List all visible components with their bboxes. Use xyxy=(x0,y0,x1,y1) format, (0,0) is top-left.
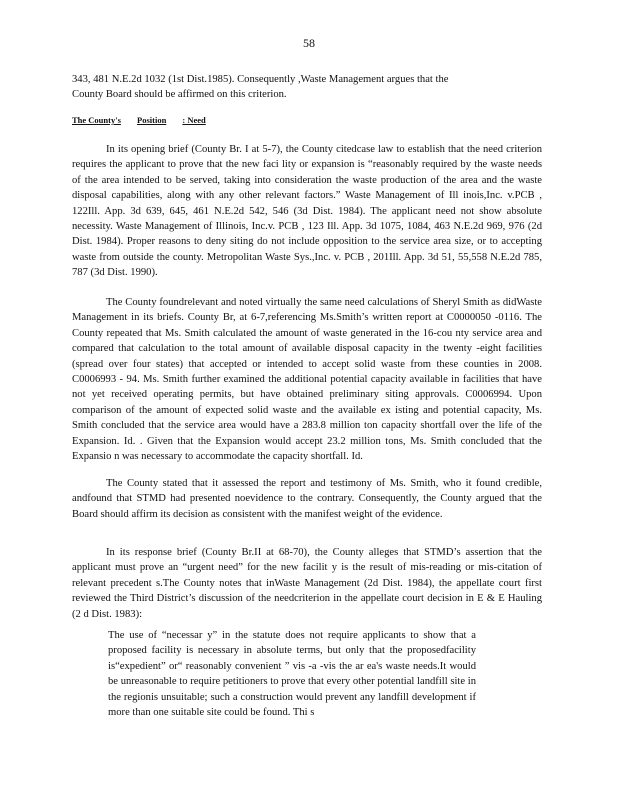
intro-line-2: County Board should be affirmed on this criterion. xyxy=(72,89,287,101)
paragraph-text: In its response brief (County Br.II at 68-70), the County alleges that STMD’s assertion that the applicant must prove an “urgent need” for the new facilit y is the result of mis-reading or mis-citation of relevant precedent s.The County notes that inWaste Management (2d Dist. 1984), the appellate court first reviewed the Third District’s discussion of the needcriterion in the appellate court decision in E & E Hauling (2 d Dist. 1983): xyxy=(72,547,542,620)
block-quote xyxy=(108,628,476,720)
paragraph-response-brief xyxy=(72,545,542,622)
paragraph-text: The County foundrelevant and noted virtually the same need calculations of Sheryl Smith as didWaste Management in its briefs. County Br, at 6-7,referencing Ms.Smith’s written report at C0000050 -0116. The County repeated that Ms. Smith calculated the amount of waste generated in the 16-cou nty service area and compared that calculation to the total amount of available disposal capacity in the twenty -eight facilities (spread over four states) that accepted or intended to accept solid waste from these counties in 2008. C0006993 - 94. Ms. Smith further examined the additional potential capacity available in facilities that have not yet received operating permits, but have obtained preliminary siting approvals. C0006994. Upon comparison of the amount of expected solid waste and the available ex isting and potential capacity, Ms. Smith concluded that the service area would have a 283.8 million ton capacity shortfall over the life of the Expansion. Id. . Given that the Expansion would accept 23.2 million tons, Ms. Smith concluded that the Expansio n was necessary to accommodate the capacity shortfall. Id. xyxy=(72,297,542,463)
paragraph-county-assessment xyxy=(72,476,542,522)
heading-part-2: Position xyxy=(137,115,167,125)
heading-part-1: The County's xyxy=(72,115,121,125)
intro-line-1: 343, 481 N.E.2d 1032 (1st Dist.1985). Consequently ,Waste Management argues that the xyxy=(72,74,449,85)
paragraph-text: In its opening brief (County Br. I at 5-7), the County citedcase law to establish that the need criterion requires the applicant to prove that the new faci lity or expansion is “reasonably required by the waste needs of the area intended to be served, taking into consideration the waste production of the area and the waste disposal capabilities, along with any other relevant factors.” Waste Management of Ill inois,Inc. v.PCB , 122Ill. App. 3d 639, 645, 461 N.E.2d 542, 546 (3d Dist. 1984). The applicant need not show absolute necessity. Waste Management of Illinois, Inc.v. PCB , 123 Ill. App. 3d 1075, 1084, 463 N.E.2d 969, 976 (2d Dist. 1984). Proper reasons to deny siting do not include opposition to the service area size, or to accepting waste from outside the county. Metropolitan Waste Sys.,Inc. v. PCB , 201Ill. App. 3d 51, 55,558 N.E.2d 785, 787 (3d Dist. 1990). xyxy=(72,144,542,279)
quote-text: The use of “necessar y” in the statute does not require applicants to show that a proposed facility is necessary in absolute terms, but only that the proposedfacility is“expedient” or“ reasonably convenient ” vis -a -vis the ar ea's waste needs.It would be unreasonable to require petitioners to prove that every other potential landfill site in the regionis unsuitable; such a construction would prevent any landfill development if more than one suitable site could be found. Thi s xyxy=(108,630,476,719)
paragraph-text: The County stated that it assessed the report and testimony of Ms. Smith, who it found credible, andfound that STMD had presented noevidence to the contrary. Consequently, the County argued that the Board should affirm its decision as consistent with the manifest weight of the evidence. xyxy=(72,478,542,520)
heading-part-3: : Need xyxy=(182,115,206,125)
paragraph-need-calculations xyxy=(72,295,542,464)
page-number: 58 xyxy=(303,36,315,50)
intro-text xyxy=(72,72,542,103)
paragraph-opening-brief xyxy=(72,142,542,281)
section-heading xyxy=(72,115,220,125)
